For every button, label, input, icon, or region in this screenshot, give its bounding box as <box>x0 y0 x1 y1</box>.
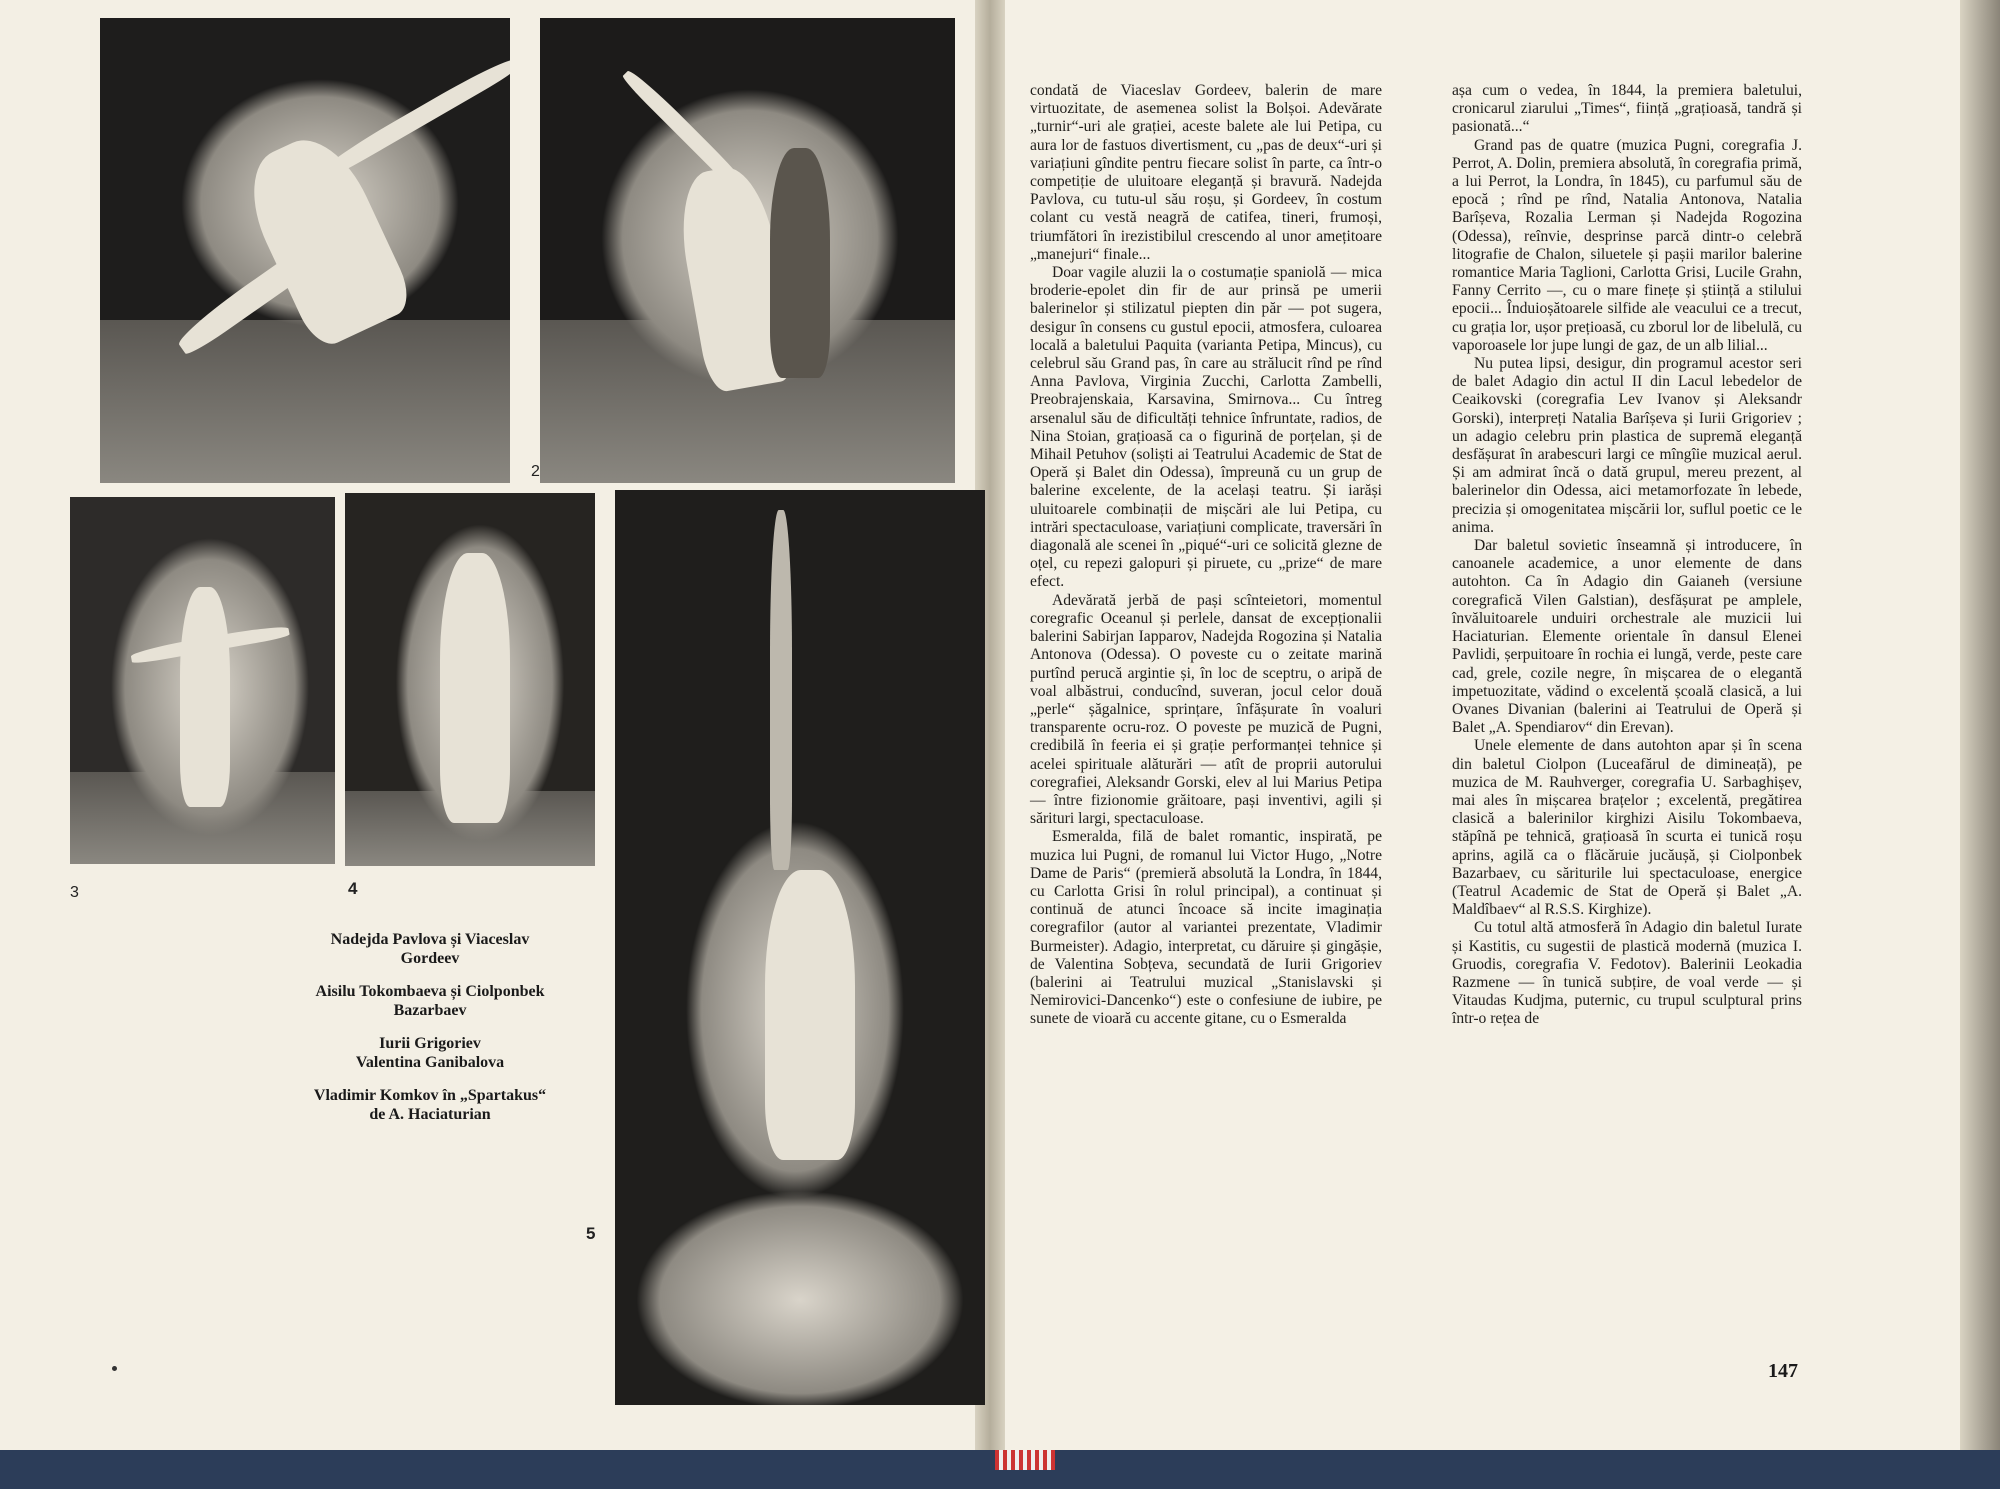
photo-pavlova-gordeev-1 <box>100 18 510 483</box>
page-number: 147 <box>1768 1360 1798 1382</box>
photo-komkov-spartakus <box>615 490 985 1405</box>
bookmark-ribbon <box>995 1450 1055 1470</box>
photo-number-2: 2 <box>531 463 540 480</box>
photo-number-5: 5 <box>586 1224 596 1243</box>
paragraph: Adevărată jerbă de pași scînteietori, momentul coregrafic Oceanul și perlele, dansat de excepționalii balerini Sabirjan Iapparov, Nadejda Rogozina și Natalia Antonova (Odessa). O poveste cu o zeitate marină purtînd perucă argintie și, în loc de sceptru, o aripă de voal albăstrui, conducînd, suveran, jocul celor două „perle“ șăgalnice, sprințare, înfășurate în voaluri transparente ocru-roz. O poveste pe muzică de Pugni, credibilă în feeria ei și grație performanței tehnice și acelei spirituale alăturări — atît de proprii autorului coregrafiei, Aleksandr Gorski, elev al lui Marius Petipa — între fizionomie grăitoare, pași inventivi, agili și sărituri largi, spectaculoase. <box>1030 591 1382 828</box>
paragraph: Unele elemente de dans autohton apar și în scena din baletul Ciolpon (Luceafărul de dimineață), pe muzica de M. Rauhverger, coregrafia U. Sarbaghișev, mai ales în mișcarea brațelor ; excelentă, pregătirea clasică a balerinilor kirghizi Aisilu Tokombaeva, stăpînă pe tehnică, grațioasă în scurta ei tunică roșu aprins, agilă ca o flăcăruie jucăușă, și Ciolponbek Bazarbaev, cu săriturile lui spectaculoase, energice (Teatrul Academic de Stat de Operă și Balet „A. Maldîbaev“ al R.S.S. Kirghize). <box>1452 737 1802 919</box>
paragraph: condată de Viaceslav Gordeev, balerin de mare virtuozitate, de asemenea solist la Bolșoi. Adevărate „turnir“-uri ale grației, aceste balete ale lui Petipa, cu aura lor de fastuos divertisment, cu „pas de deux“-uri și variațiuni gîndite pentru fiecare solist în parte, ca într-o competiție de uluitoare eleganță și bravură. Nadejda Pavlova, cu tutu-ul său roșu, și Gordeev, în costum colant cu vestă neagră de catifea, tineri, frumoși, triumfători în irezistibilul crescendo al unor amețitoare „manejuri“ finale... <box>1030 82 1382 263</box>
photo-number-3: 3 <box>70 884 79 901</box>
caption-3: Iurii Grigoriev Valentina Ganibalova <box>355 1035 505 1071</box>
photo-grigoriev <box>70 497 335 864</box>
caption-2: Aisilu Tokombaeva și Ciolponbek Bazarbaev <box>315 983 545 1019</box>
caption-1: Nadejda Pavlova și Viaceslav Gordeev <box>330 931 530 967</box>
paragraph: Cu totul altă atmosferă în Adagio din baletul Iurate și Kastitis, cu sugestii de plastică modernă (muzica I. Gruodis, coregrafia V. Fedotov). Balerinii Leokadia Razmene — în tunică subțire, de voal verde — și Vitaudas Kudjma, puternic, cu trupul sculptural prins într-o rețea de <box>1452 919 1802 1028</box>
paragraph: așa cum o vedea, în 1844, la premiera baletului, cronicarul ziarului „Times“, ființă „grațioasă, tandră și pasionată...“ <box>1452 82 1802 136</box>
caption-4: Vladimir Komkov în „Spartakus“ de A. Haciaturian <box>313 1087 547 1123</box>
photo-number-4: 4 <box>348 879 358 898</box>
photo-tokombaeva-bazarbaev <box>345 493 595 866</box>
page-mark <box>112 1366 117 1371</box>
paragraph: Dar baletul sovietic înseamnă și introducere, în canoanele academice, a unor elemente de dans autohton. Ca în Adagio din Gaianeh (versiune coregrafică Vilen Galstian), desfășurat pe amplele, învăluitoarele unduiri orchestrale ale muzicii lui Haciaturian. Elemente orientale în dansul Elenei Pavlidi, șerpuitoare în rochia ei lungă, verde, peste care cad, grele, cozile negre, în mișcarea de o elegantă impetuozitate, vădind o excelentă școală clasică, a lui Ovanes Divanian (balerini ai Teatrului de Operă și Balet „A. Spendiarov“ din Erevan). <box>1452 537 1802 737</box>
paragraph: Grand pas de quatre (muzica Pugni, coregrafia J. Perrot, A. Dolin, premiera absolută, în coregrafia primă, a lui Perrot, la Londra, în 1845), cu parfumul său de epocă ; rînd pe rînd, Natalia Antonova, Natalia Barîșeva, Rozalia Lerman și Nadejda Rogozina (Odessa), reînvie, desprinse parcă dintr-o celebră litografie de Chalon, siluetele și pașii marilor balerine romantice Maria Taglioni, Carlotta Grisi, Lucile Grahn, Fanny Cerrito —, cu o mare finețe și știință a stilului epocii... Înduioșătoarele silfide ale veacului ce a trecut, cu grația lor, ușor prețioasă, cu zborul lor de libelulă, cu vaporoasele lor jupe lungi de gaz, de un alb lilial... <box>1452 136 1802 354</box>
photo-captions <box>290 930 570 1138</box>
photo-pavlova-gordeev-2 <box>540 18 955 483</box>
text-column-2 <box>1452 82 1802 1029</box>
paragraph: Nu putea lipsi, desigur, din programul acestor seri de balet Adagio din actul II din Lacul lebedelor de Ceaikovski (coregrafia Lev Ivanov și Aleksandr Gorski), interpreți Natalia Barîșeva și Iurii Grigoriev ; un adagio celebru prin plastica de supremă eleganță desfășurat în arabescuri largi ce mîngîie muzical aerul. Și am admirat încă o dată grupul, mereu prezent, al balerinelor din Odessa, aici metamorfozate în lebede, precizia și omogenitatea mișcării lor, suflul poetic ce le anima. <box>1452 355 1802 536</box>
paragraph: Esmeralda, filă de balet romantic, inspirată, pe muzica lui Pugni, de romanul lui Victor Hugo, „Notre Dame de Paris“ (premieră absolută la Londra, în 1844, cu Carlotta Grisi în rolul principal), a continuat și continuă de atunci încoace să incite imaginația coregrafilor (autor al variantei prezentate, Vladimir Burmeister). Adagio, interpretat, cu dăruire și gingășie, de Valentina Sobțeva, secundată de Iurii Grigoriev (balerini ai Teatrului muzical „Stanislavski și Nemirovici-Dancenko“) este o confesiune de iubire, pe sunete de vioară cu accente gitane, cu o Esmeralda <box>1030 828 1382 1028</box>
page-edge <box>1960 0 2000 1460</box>
paragraph: Doar vagile aluzii la o costumație spaniolă — mica broderie-epolet din fir de aur prinsă pe umerii balerinelor și stilizatul piepten din păr — pot sugera, desigur în consens cu gustul epocii, atmosfera, culoarea locală a baletului Paquita (varianta Petipa, Mincus), cu celebrul său Grand pas, în care au strălucit rînd pe rînd Anna Pavlova, Virginia Zucchi, Carlotta Zambelli, Preobrajenskaia, Karsavina, Smirnova... Cu întreg arsenalul său de dificultăți tehnice înfruntate, radios, de Nina Stoian, grațioasă ca o figurină de porțelan, și de Mihail Petuhov (soliști ai Teatrului Academic de Stat de Operă și Balet din Odessa), împreună cu un grup de balerine excelente, de la același teatru. Și iarăși uluitoarele combinații de mișcări ale lui Petipa, cu intrări spectaculoase, variațiuni complicate, traversări în diagonală ale scenei în „piqué“-uri ce solicită glezne de oțel, cu repezi galopuri și piruete, cu „prize“ de mare efect. <box>1030 264 1382 591</box>
text-column-1 <box>1030 82 1382 1029</box>
